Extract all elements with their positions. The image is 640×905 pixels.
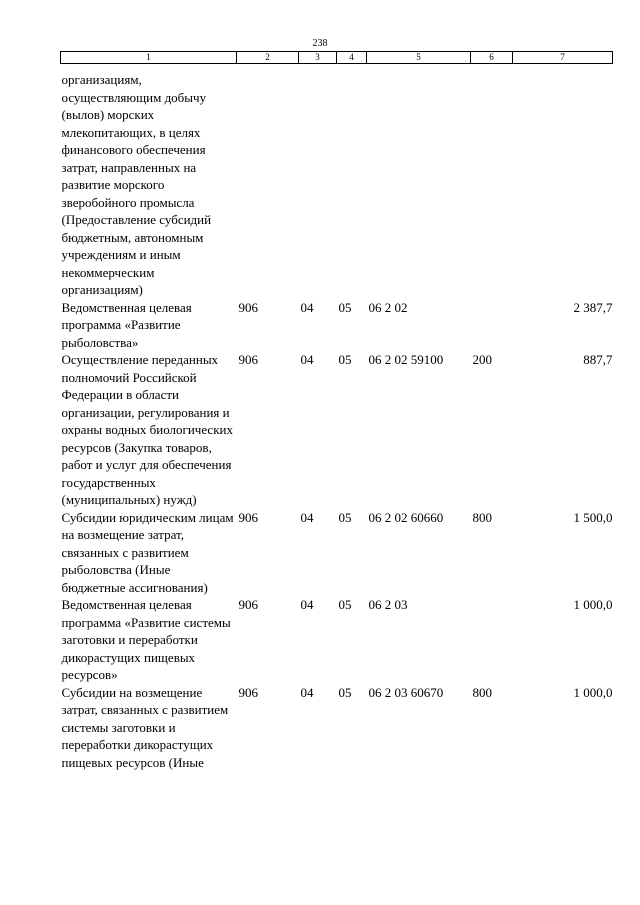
header-col-4: 4 <box>337 52 367 64</box>
row-expense-type <box>471 596 513 684</box>
row-section <box>299 64 337 299</box>
row-section: 04 <box>300 509 314 525</box>
row-name: организациям, осуществляющим добычу (вылов) морских млекопитающих, в целях финансового обеспечения затрат, направленных на развитие морского зверобойного промысла (Предоставление субсидий бюджетным, автономным учреждениям и иным некоммерческим организациям) <box>61 72 212 297</box>
table-body <box>61 64 613 772</box>
row-name: Ведомственная целевая программа «Развитие рыболовства» <box>61 299 192 350</box>
row-target-article: 06 2 02 <box>368 299 408 315</box>
row-expense-type: 200 <box>472 352 492 367</box>
table-row <box>61 299 613 352</box>
header-col-2: 2 <box>237 52 299 64</box>
row-subsection: 05 <box>338 509 352 525</box>
row-expense-type <box>471 64 513 299</box>
row-amount: 1 000,0 <box>573 684 613 700</box>
row-section: 04 <box>300 352 314 367</box>
row-ministry: 906 <box>238 684 258 700</box>
table-row <box>61 509 613 597</box>
row-section: 04 <box>300 684 314 700</box>
row-amount: 1 500,0 <box>573 509 613 525</box>
row-name: Ведомственная целевая программа «Развитие системы заготовки и переработки дикорастущих пищевых ресурсов» <box>61 597 231 682</box>
row-target-article: 06 2 03 <box>368 597 408 612</box>
header-col-1: 1 <box>61 52 237 64</box>
header-col-3: 3 <box>299 52 337 64</box>
row-amount: 2 387,7 <box>573 299 613 315</box>
header-col-6: 6 <box>471 52 513 64</box>
row-section: 04 <box>300 597 314 612</box>
row-ministry: 906 <box>238 299 258 315</box>
table-row <box>61 351 613 509</box>
row-ministry: 906 <box>238 352 258 367</box>
row-expense-type <box>471 299 513 352</box>
row-target-article: 06 2 02 59100 <box>368 352 444 367</box>
table-header <box>61 52 613 64</box>
row-subsection: 05 <box>338 684 352 700</box>
row-subsection: 05 <box>338 352 352 367</box>
row-target-article: 06 2 02 60660 <box>368 509 444 525</box>
row-ministry <box>237 64 299 299</box>
row-ministry: 906 <box>238 509 258 525</box>
row-section: 04 <box>300 299 314 315</box>
table-row <box>61 64 613 299</box>
row-name: Субсидии на возмещение затрат, связанных с развитием системы заготовки и переработки дикорастущих пищевых ресурсов (Иные <box>61 684 229 770</box>
header-col-5: 5 <box>367 52 471 64</box>
table-row <box>61 684 613 772</box>
row-name: Субсидии юридическим лицам на возмещение затрат, связанных с развитием рыболовства (Иные бюджетные ассигнования) <box>61 509 234 595</box>
row-subsection: 05 <box>338 597 352 612</box>
row-name: Осуществление переданных полномочий Российской Федерации в области организации, регулирования и охраны водных биологических ресурсов (Закупка товаров, работ и услуг для обеспечения государственных (муниципальных) нужд) <box>61 352 233 507</box>
row-subsection: 05 <box>338 299 352 315</box>
row-expense-type: 800 <box>472 684 492 700</box>
row-amount: 1 000,0 <box>573 597 613 612</box>
row-expense-type: 800 <box>472 509 492 525</box>
budget-table <box>60 51 613 771</box>
row-amount: 887,7 <box>583 352 613 367</box>
row-ministry: 906 <box>238 597 258 612</box>
row-subsection <box>337 64 367 299</box>
header-row <box>61 52 613 64</box>
page-number: 238 <box>312 38 328 49</box>
row-amount <box>513 64 613 299</box>
header-col-7: 7 <box>513 52 613 64</box>
row-target-article: 06 2 03 60670 <box>368 684 444 700</box>
row-target-article <box>367 64 471 299</box>
table-row <box>61 596 613 684</box>
